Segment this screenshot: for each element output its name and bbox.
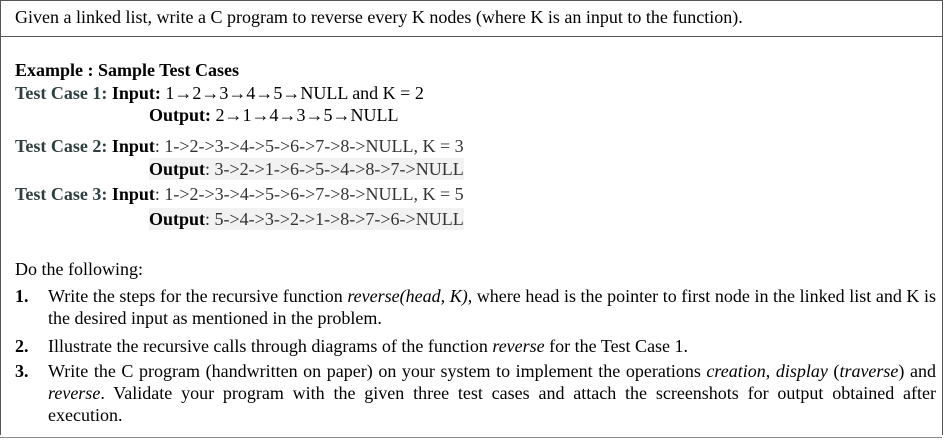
task-1-text bbox=[48, 285, 936, 329]
task-2-text bbox=[48, 335, 936, 357]
input-value: : 1->2->3->4->5->6->7->8->NULL, K = 5 bbox=[154, 184, 464, 204]
test-case-1-label: Test Case 1: bbox=[15, 83, 108, 103]
operation-name: creation bbox=[706, 361, 766, 381]
input-label: Input bbox=[111, 184, 155, 204]
test-case-1-input bbox=[15, 82, 424, 104]
function-name: reverse(head, K) bbox=[347, 286, 468, 306]
output-value: : 3->2->1->6->5->4->8->7->NULL bbox=[205, 159, 464, 179]
task-text: ) and bbox=[898, 361, 936, 381]
function-name: reverse bbox=[492, 336, 545, 356]
operation-name: display bbox=[775, 361, 828, 381]
output-label: Output bbox=[149, 209, 206, 229]
output-value: : 5->4->3->2->1->8->7->6->NULL bbox=[205, 209, 464, 229]
task-2-number: 2. bbox=[15, 336, 29, 356]
row-divider bbox=[0, 36, 942, 37]
example-heading: Example : Sample Test Cases bbox=[15, 60, 240, 80]
operation-name: reverse bbox=[48, 383, 101, 403]
output-value: 2→1→4→3→5→NULL bbox=[211, 105, 399, 125]
task-text: , bbox=[765, 361, 776, 381]
task-text: Write the steps for the recursive function bbox=[48, 286, 348, 306]
operation-name: traverse bbox=[839, 361, 899, 381]
input-label: Input: bbox=[111, 83, 161, 103]
task-1-number: 1. bbox=[15, 286, 29, 306]
input-value: : 1->2->3->4->5->6->7->8->NULL, K = 3 bbox=[154, 136, 464, 156]
input-label: Input bbox=[111, 136, 155, 156]
task-text: Illustrate the recursive calls through diagrams of the function bbox=[48, 336, 493, 356]
problem-statement: Given a linked list, write a C program to reverse every K nodes (where K is an input to the function). bbox=[15, 7, 743, 27]
output-label: Output: bbox=[149, 105, 212, 125]
test-case-2-input bbox=[15, 135, 464, 157]
task-text: , where head is the pointer to first node in the linked list and K is the desired input as mentioned in the problem. bbox=[48, 286, 937, 328]
bottom-divider bbox=[0, 437, 942, 438]
test-case-2-label: Test Case 2: bbox=[15, 136, 108, 156]
tasks-heading: Do the following: bbox=[15, 259, 143, 279]
task-text: Write the C program (handwritten on paper) on your system to implement the operations bbox=[48, 361, 707, 381]
output-label: Output bbox=[149, 159, 206, 179]
input-value: 1→2→3→4→5→NULL and K = 2 bbox=[160, 83, 424, 103]
task-3-number: 3. bbox=[15, 361, 29, 381]
test-case-3-label: Test Case 3: bbox=[15, 184, 108, 204]
task-text: for the Test Case 1. bbox=[544, 336, 689, 356]
task-text: ( bbox=[827, 361, 840, 381]
test-case-3-input bbox=[15, 183, 464, 205]
task-text: . Validate your program with the given three test cases and attach the screenshots for output obtained after execution. bbox=[48, 383, 936, 425]
task-3-text bbox=[48, 360, 936, 426]
